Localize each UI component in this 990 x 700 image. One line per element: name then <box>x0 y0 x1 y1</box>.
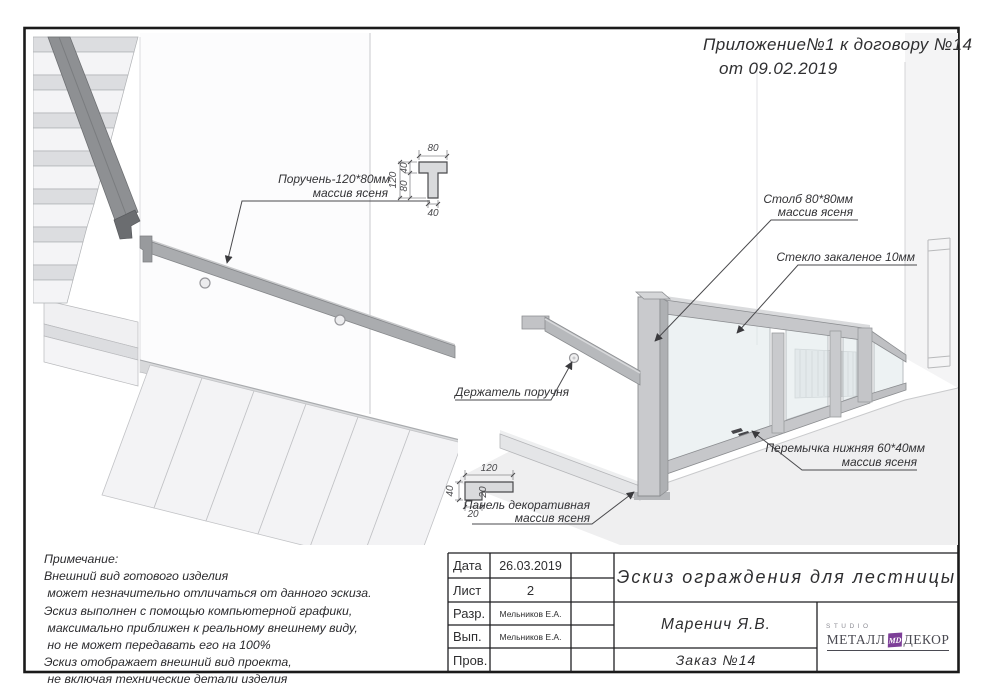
panel-label-line2: массив ясеня <box>514 511 590 525</box>
glass-label: Стекло закаленое 10мм <box>776 250 915 264</box>
stair-handrail <box>522 316 640 385</box>
appendix-line1: Приложение№1 к договору №14 <box>703 35 973 54</box>
appendix-line2: от 09.02.2019 <box>719 59 838 78</box>
dim-stem-width: 40 <box>427 208 439 219</box>
appendix-header <box>703 35 972 79</box>
main-post <box>634 292 670 500</box>
stairwell-wall <box>140 33 370 414</box>
designer-name: Маренич Я.В. <box>661 616 771 633</box>
handrail-holder-pin <box>573 357 576 360</box>
titleblock-value-sheet: 2 <box>526 582 535 598</box>
glass-panel <box>843 337 857 401</box>
glass-panel <box>786 329 828 420</box>
note-line: Эскиз отображает внешний вид проекта, <box>44 655 292 670</box>
panel-label-line1: Панель декоративная <box>463 498 590 512</box>
titleblock-value-checked <box>491 648 570 672</box>
dim-panel-height: 40 <box>445 485 456 497</box>
logo-brand-left: МЕТАЛЛ <box>826 632 886 648</box>
titleblock-label-checked: Пров. <box>453 652 488 668</box>
titleblock-label-executed: Вып. <box>453 629 482 644</box>
dim-panel-width: 120 <box>480 463 498 474</box>
handrail-label-line1: Поручень-120*80мм <box>278 172 390 186</box>
intermediate-post <box>772 333 784 433</box>
crossbar-label-line1: Перемычка нижняя 60*40мм <box>765 441 925 455</box>
intermediate-post <box>830 331 841 417</box>
note-line: но не может передавать его на 100% <box>44 638 271 653</box>
drawing-title: Эскиз ограждения для лестницы <box>616 567 957 587</box>
titleblock-value-developed: Мельников Е.А. <box>499 608 562 619</box>
company-logo <box>818 602 958 672</box>
titleblock-label-developed: Разр. <box>453 606 486 621</box>
logo-studio-text: STUDIO <box>826 623 872 631</box>
handrail-mount-dot <box>200 278 210 288</box>
titleblock-label-sheet: Лист <box>453 582 482 598</box>
dim-flange-height: 40 <box>399 162 410 174</box>
logo-brand-right: ДЕКОР <box>903 632 950 648</box>
titleblock-value-executed: Мельников Е.А. <box>499 631 562 642</box>
logo-badge: МD <box>887 633 901 648</box>
handrail-label-line2: массив ясеня <box>312 186 388 200</box>
handrail-mount-dot <box>335 315 345 325</box>
handrail-profile-detail <box>388 143 449 219</box>
titleblock-value-date: 26.03.2019 <box>499 558 562 573</box>
logo-brand-row <box>827 632 950 651</box>
left-stair-view <box>33 33 462 573</box>
end-post <box>858 328 872 402</box>
notes-title: Примечание: <box>44 552 119 566</box>
note-line: максимально приближен к реальному внешнему виду, <box>44 620 358 635</box>
note-line: Внешний вид готового изделия <box>44 569 229 584</box>
order-number: Заказ №14 <box>675 652 757 668</box>
note-line: не включая технические детали изделия <box>44 672 288 687</box>
dim-panel-thickness: 20 <box>478 486 489 498</box>
crossbar-label-line2: массив ясеня <box>841 455 917 469</box>
notes-block <box>44 551 372 689</box>
note-line: может незначительно отличаться от данного эскиза. <box>44 586 372 601</box>
post-label-line1: Столб 80*80мм <box>763 192 853 206</box>
dim-panel-leg: 20 <box>467 509 479 520</box>
post-label-line2: массив ясеня <box>777 205 853 219</box>
note-line: Эскиз выполнен с помощью компьютерной графики, <box>44 603 353 618</box>
dim-stem-height: 80 <box>399 180 410 192</box>
dim-total-height: 120 <box>388 171 399 189</box>
stair-landing <box>44 300 138 386</box>
titleblock-label-date: Дата <box>453 558 482 573</box>
holder-label: Держатель поручня <box>455 385 570 399</box>
dim-top-width: 80 <box>427 143 439 154</box>
